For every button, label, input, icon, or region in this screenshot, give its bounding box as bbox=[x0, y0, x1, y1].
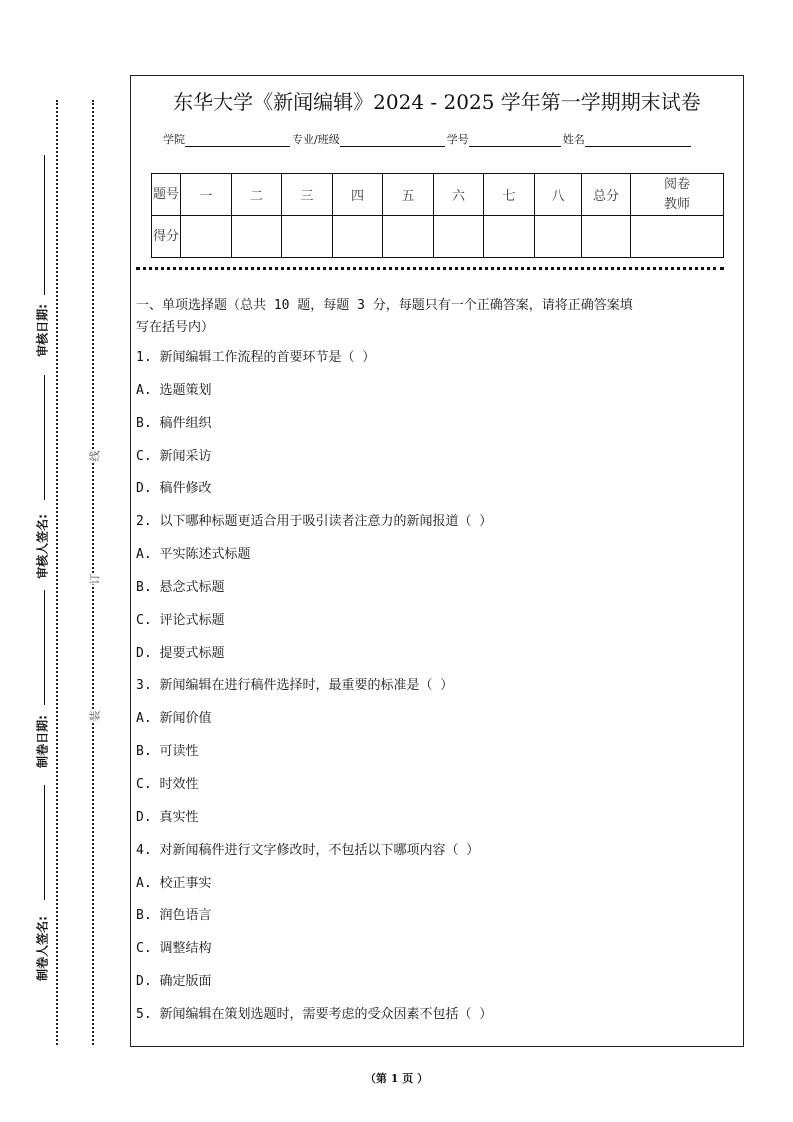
answer-option: A. 选题策划 bbox=[136, 383, 212, 398]
page-number: （第 1 页 ） bbox=[364, 1072, 429, 1085]
col-7: 七 bbox=[484, 174, 535, 216]
answer-option: C. 时效性 bbox=[136, 777, 199, 792]
answer-option: C. 调整结构 bbox=[136, 941, 212, 957]
col-6: 六 bbox=[434, 174, 484, 216]
question-text: 1. 新闻编辑工作流程的首要环节是（ ） bbox=[136, 350, 376, 365]
review-date-label: 审核日期: bbox=[35, 304, 50, 357]
answer-option: B. 稿件组织 bbox=[136, 415, 212, 431]
col-8: 八 bbox=[535, 174, 582, 216]
answer-option: B. 可读性 bbox=[136, 744, 199, 760]
score-table bbox=[151, 173, 724, 258]
student-info-line bbox=[163, 131, 693, 147]
col-5: 五 bbox=[383, 174, 434, 216]
exam-title: 东华大学《新闻编辑》2024 - 2025 学年第一学期期末试卷 bbox=[173, 90, 701, 114]
score-cell[interactable] bbox=[383, 216, 434, 258]
answer-option: D. 稿件修改 bbox=[136, 481, 212, 497]
col-2: 二 bbox=[232, 174, 282, 216]
score-label: 得分 bbox=[152, 216, 181, 258]
binding-dotted-line-outer bbox=[56, 100, 58, 1045]
answer-option: B. 润色语言 bbox=[136, 908, 212, 924]
student-id-field[interactable] bbox=[469, 134, 561, 147]
section-heading: 一、单项选择题（总共 10 题，每题 3 分，每题只有一个正确答案，请将正确答案填 bbox=[136, 298, 633, 313]
student-id-label: 学号 bbox=[446, 133, 469, 146]
score-cell[interactable] bbox=[484, 216, 535, 258]
name-label: 姓名 bbox=[562, 133, 585, 146]
answer-option: A. 新闻价值 bbox=[136, 711, 212, 727]
college-label: 学院 bbox=[163, 133, 185, 146]
college-field[interactable] bbox=[185, 134, 290, 147]
score-cell[interactable] bbox=[282, 216, 333, 258]
score-table-header-row bbox=[152, 174, 724, 216]
score-cell[interactable] bbox=[232, 216, 282, 258]
answer-option: C. 新闻采访 bbox=[136, 448, 212, 464]
col-1: 一 bbox=[181, 174, 232, 216]
col-3: 三 bbox=[282, 174, 333, 216]
answer-option: C. 评论式标题 bbox=[136, 612, 225, 628]
score-table-score-row bbox=[152, 216, 724, 258]
paper-maker-signature-label: 制卷人签名: bbox=[35, 916, 50, 981]
score-cell[interactable] bbox=[631, 216, 724, 258]
answer-option: D. 确定版面 bbox=[136, 974, 212, 989]
answer-option: D. 提要式标题 bbox=[136, 645, 225, 661]
col-4: 四 bbox=[333, 174, 383, 216]
paper-maker-signature-underline bbox=[44, 785, 45, 900]
reviewer-signature-label: 审核人签名: bbox=[35, 514, 50, 579]
reviewer-signature-underline bbox=[44, 375, 45, 500]
answer-option: B. 悬念式标题 bbox=[136, 580, 225, 595]
col-grader: 阅卷教师 bbox=[631, 174, 724, 216]
binding-mark-xian: 线 bbox=[88, 450, 102, 462]
section-heading-cont: 写在括号内） bbox=[136, 320, 215, 335]
binding-dotted-line-inner bbox=[92, 100, 94, 1045]
score-cell[interactable] bbox=[181, 216, 232, 258]
major-class-label: 专业/班级 bbox=[292, 133, 340, 146]
review-date-underline bbox=[44, 155, 45, 295]
answer-option: A. 校正事实 bbox=[136, 875, 212, 891]
separator-dotted-line bbox=[136, 267, 724, 270]
paper-date-underline bbox=[44, 590, 45, 705]
question-number-label: 题号 bbox=[152, 174, 181, 216]
question-text: 3. 新闻编辑在进行稿件选择时，最重要的标准是（ ） bbox=[136, 678, 454, 694]
answer-option: D. 真实性 bbox=[136, 809, 199, 825]
binding-mark-zhuang: 装 bbox=[88, 710, 102, 722]
question-text: 2. 以下哪种标题更适合用于吸引读者注意力的新闻报道（ ） bbox=[136, 514, 493, 530]
question-text: 4. 对新闻稿件进行文字修改时，不包括以下哪项内容（ ） bbox=[136, 842, 480, 858]
answer-option: A. 平实陈述式标题 bbox=[136, 547, 251, 563]
score-cell[interactable] bbox=[582, 216, 631, 258]
score-cell[interactable] bbox=[535, 216, 582, 258]
score-cell[interactable] bbox=[434, 216, 484, 258]
col-total: 总分 bbox=[582, 174, 631, 216]
question-text: 5. 新闻编辑在策划选题时，需要考虑的受众因素不包括（ ） bbox=[136, 1006, 493, 1022]
paper-date-label: 制卷日期: bbox=[35, 715, 50, 768]
major-class-field[interactable] bbox=[340, 134, 445, 147]
name-field[interactable] bbox=[585, 134, 691, 147]
score-cell[interactable] bbox=[333, 216, 383, 258]
binding-mark-ding: 订 bbox=[88, 573, 102, 585]
